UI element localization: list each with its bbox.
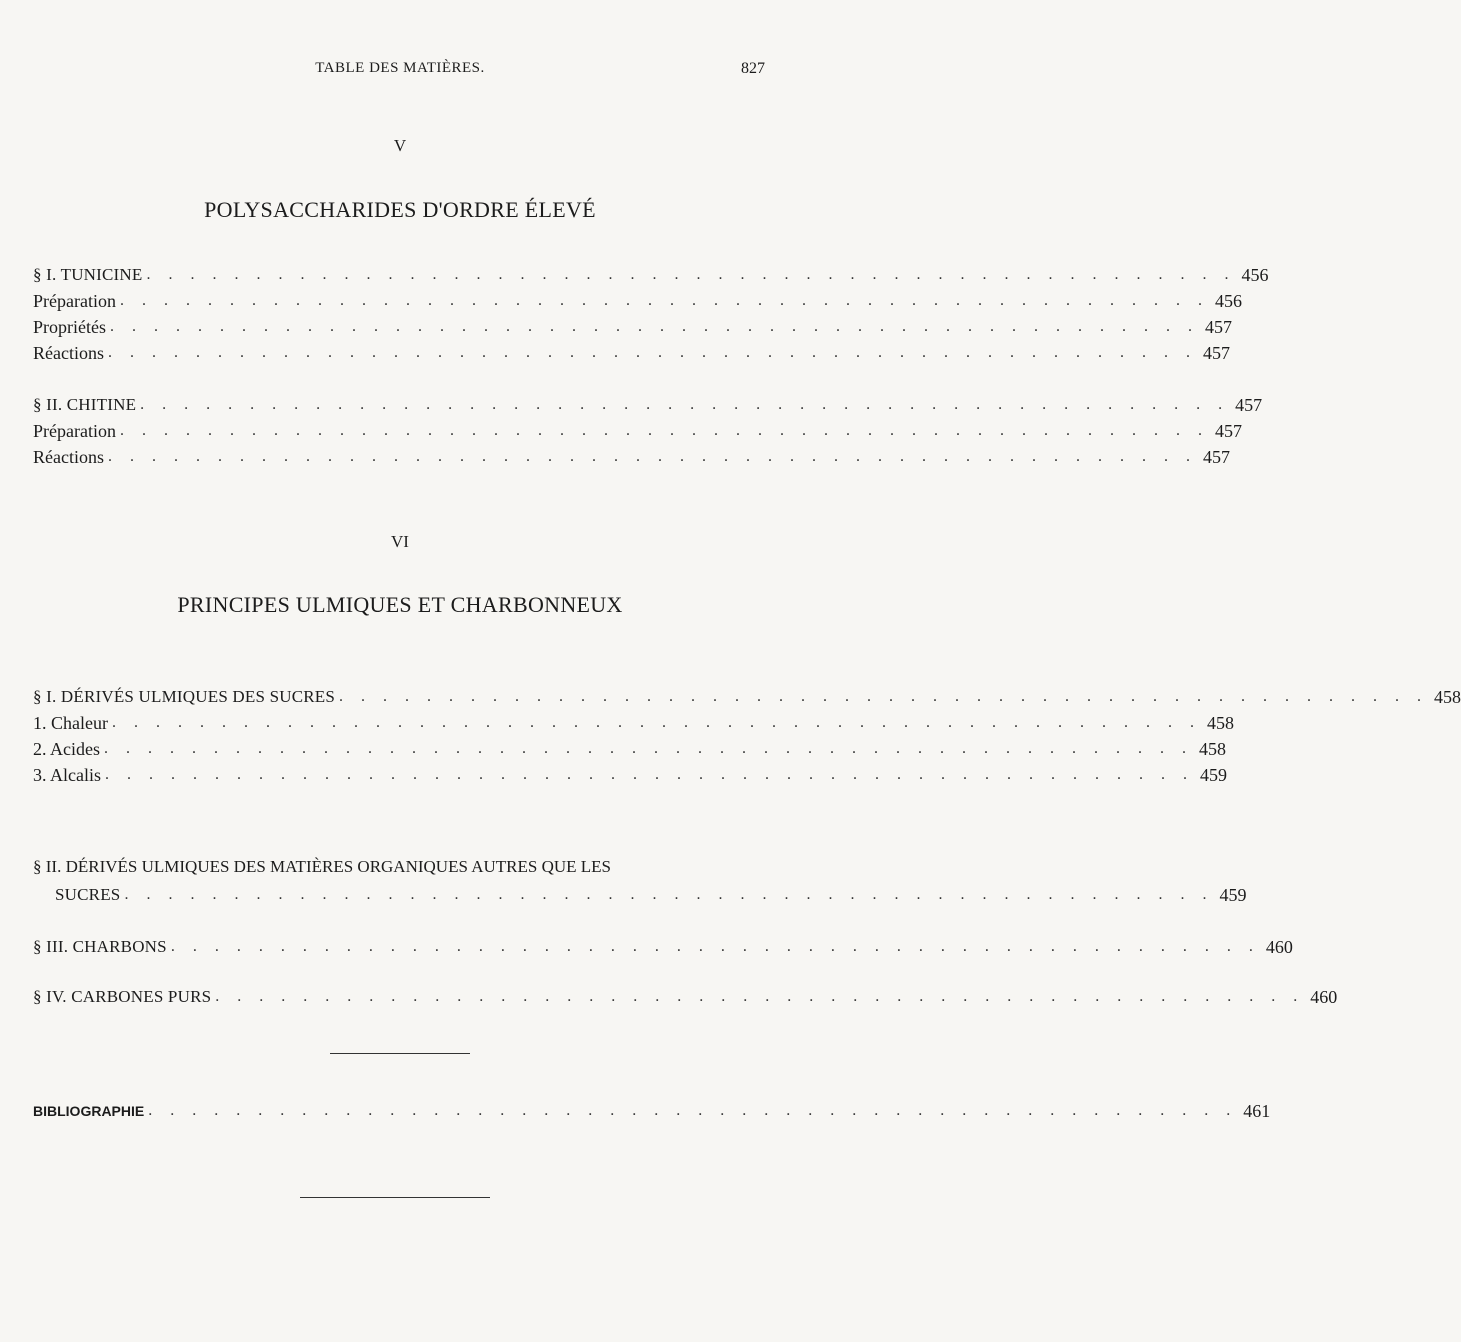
toc-entry-chaleur[interactable] — [33, 710, 1234, 734]
toc-entry-label: Réactions — [33, 343, 104, 363]
toc-entry-charbons[interactable] — [33, 934, 1293, 958]
toc-entry-page: 457 — [1214, 421, 1242, 441]
toc-entry-label: § I. DÉRIVÉS ULMIQUES DES SUCRES — [33, 687, 336, 706]
toc-entry-page: 456 — [1214, 291, 1242, 311]
toc-entry-chitine[interactable] — [33, 392, 1263, 416]
toc-entry-label: 2. Acides — [33, 739, 100, 759]
toc-entry-page: 457 — [1204, 317, 1232, 337]
toc-entry-label: SUCRES — [55, 885, 121, 904]
bottom-rule — [300, 1197, 490, 1198]
toc-entry-page: 457 — [1202, 447, 1230, 467]
toc-entry-label: Préparation — [33, 291, 116, 311]
toc-entry-reactions[interactable] — [33, 444, 1230, 468]
toc-entry-tunicine[interactable] — [33, 262, 1269, 286]
leader-dots: . . . . . . . . . . . . . . . . . . . . . . . . . . . . . . . . . . . . . . . . . . . . . . . . . . — [107, 344, 1197, 361]
leader-dots: . . . . . . . . . . . . . . . . . . . . . . . . . . . . . . . . . . . . . . . . . . . . . . . . . . — [170, 938, 1260, 955]
running-title: TABLE DES MATIÈRES. — [315, 60, 485, 76]
toc-entry-label: BIBLIOGRAPHIE — [33, 1103, 145, 1119]
toc-entry-page: 458 — [1434, 687, 1461, 707]
leader-dots: . . . . . . . . . . . . . . . . . . . . . . . . . . . . . . . . . . . . . . . . . . . . . . . . . . — [124, 886, 1214, 903]
toc-entry-label: Réactions — [33, 447, 104, 467]
toc-entry-page: 459 — [1200, 765, 1227, 785]
toc-entry-page: 457 — [1202, 343, 1230, 363]
page-number: 827 — [741, 60, 765, 77]
leader-dots: . . . . . . . . . . . . . . . . . . . . . . . . . . . . . . . . . . . . . . . . . . . . . . . . . . — [105, 766, 1194, 783]
toc-entry-label: Préparation — [33, 421, 116, 441]
toc-entry-label: § I. TUNICINE — [33, 265, 143, 284]
section-vi-title: PRINCIPES ULMIQUES ET CHARBONNEUX — [177, 592, 623, 617]
leader-dots: . . . . . . . . . . . . . . . . . . . . . . . . . . . . . . . . . . . . . . . . . . . . . . . . . . — [107, 448, 1197, 465]
section-v-title: POLYSACCHARIDES D'ORDRE ÉLEVÉ — [204, 197, 596, 222]
leader-dots: . . . . . . . . . . . . . . . . . . . . . . . . . . . . . . . . . . . . . . . . . . . . . . . . . . — [111, 714, 1201, 731]
toc-entry-page: 458 — [1206, 713, 1234, 733]
toc-entry-page: 460 — [1310, 987, 1338, 1007]
toc-entry-label: § II. CHITINE — [33, 395, 137, 414]
toc-entry-preparation[interactable] — [33, 418, 1242, 442]
leader-dots: . . . . . . . . . . . . . . . . . . . . . . . . . . . . . . . . . . . . . . . . . . . . . . . . . . — [215, 988, 1305, 1005]
leader-dots: . . . . . . . . . . . . . . . . . . . . . . . . . . . . . . . . . . . . . . . . . . . . . . . . . . — [146, 266, 1236, 283]
section-vi-numeral: VI — [391, 532, 409, 551]
leader-dots: . . . . . . . . . . . . . . . . . . . . . . . . . . . . . . . . . . . . . . . . . . . . . . . . . . — [109, 318, 1199, 335]
leader-dots: . . . . . . . . . . . . . . . . . . . . . . . . . . . . . . . . . . . . . . . . . . . . . . . . . . — [104, 740, 1193, 757]
section-v-numeral: V — [393, 136, 407, 155]
toc-entry-label: § III. CHARBONS — [33, 937, 167, 956]
toc-entry-page: 458 — [1199, 739, 1226, 759]
toc-entry-proprietes[interactable] — [33, 314, 1232, 338]
toc-entry-label: Propriétés — [33, 317, 106, 337]
toc-entry-carbones-purs[interactable] — [33, 984, 1338, 1008]
toc-entry-derives-sucres[interactable] — [33, 684, 1461, 708]
toc-entry-page: 456 — [1241, 265, 1269, 285]
leader-dots: . . . . . . . . . . . . . . . . . . . . . . . . . . . . . . . . . . . . . . . . . . . . . . . . . . — [140, 396, 1230, 413]
toc-entry-acides[interactable] — [33, 736, 1226, 760]
toc-entry-derives-matieres-line1: § II. DÉRIVÉS ULMIQUES DES MATIÈRES ORGANIQUES AUTRES QUE LES — [33, 857, 611, 876]
toc-entry-page: 459 — [1219, 885, 1247, 905]
toc-entry-preparation[interactable] — [33, 288, 1242, 312]
toc-entry-page: 460 — [1265, 937, 1293, 957]
leader-dots: . . . . . . . . . . . . . . . . . . . . . . . . . . . . . . . . . . . . . . . . . . . . . . . . . . — [339, 688, 1429, 705]
toc-entry-page: 461 — [1243, 1101, 1271, 1121]
toc-entry-bibliographie[interactable] — [33, 1098, 1271, 1122]
toc-entry-reactions[interactable] — [33, 340, 1230, 364]
toc-entry-page: 457 — [1235, 395, 1263, 415]
toc-entry-label: 3. Alcalis — [33, 765, 101, 785]
leader-dots: . . . . . . . . . . . . . . . . . . . . . . . . . . . . . . . . . . . . . . . . . . . . . . . . . . — [148, 1102, 1238, 1119]
toc-entry-derives-matieres[interactable] — [55, 882, 1247, 906]
toc-entry-alcalis[interactable] — [33, 762, 1227, 786]
toc-entry-label: 1. Chaleur — [33, 713, 108, 733]
divider-rule — [330, 1053, 470, 1054]
leader-dots: . . . . . . . . . . . . . . . . . . . . . . . . . . . . . . . . . . . . . . . . . . . . . . . . . . — [119, 292, 1209, 309]
toc-entry-label: § IV. CARBONES PURS — [33, 987, 212, 1006]
leader-dots: . . . . . . . . . . . . . . . . . . . . . . . . . . . . . . . . . . . . . . . . . . . . . . . . . . — [119, 422, 1209, 439]
